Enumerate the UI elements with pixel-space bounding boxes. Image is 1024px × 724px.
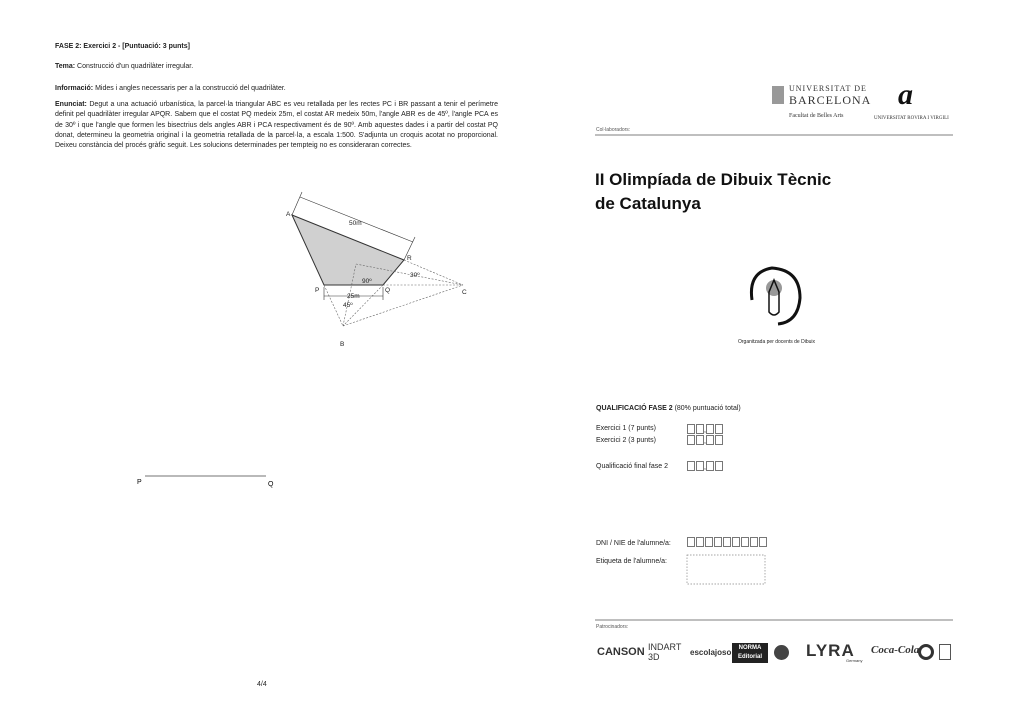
label-c: C <box>462 289 467 296</box>
segment-label-q: Q <box>268 481 274 488</box>
grading-note: (80% puntuació total) <box>672 405 741 412</box>
ex1-label: Exercici 1 (7 punts) <box>596 425 656 432</box>
sponsors-label: Patrocinadors: <box>596 624 629 630</box>
line-bc <box>343 285 463 326</box>
angle-90: 90º <box>362 278 372 285</box>
final-grade-field[interactable]: , <box>687 461 724 471</box>
title-line2: de Catalunya <box>595 194 701 213</box>
dim-ar: 50m <box>349 220 362 227</box>
ub-faculty: Facultat de Belles Arts <box>789 113 844 119</box>
final-label: Qualificació final fase 2 <box>596 463 668 470</box>
collaborators-label: Col·laboradors: <box>596 127 631 133</box>
ex1-grade-field[interactable]: , <box>687 424 724 434</box>
olympiad-logo <box>751 268 800 324</box>
ub-line1: UNIVERSITAT DE <box>789 84 867 93</box>
line-pb <box>324 285 343 326</box>
organizer-text: Organitzada per docents de Dibuix <box>738 339 815 345</box>
label-b: B <box>340 341 345 348</box>
label-r: R <box>407 255 412 262</box>
ex2-label: Exercici 2 (3 punts) <box>596 437 656 444</box>
urv-name: UNIVERSITAT ROVIRA I VIRGILI <box>874 116 949 121</box>
grading-title-text: QUALIFICACIÓ FASE 2 <box>596 405 673 412</box>
document-title <box>595 168 831 216</box>
info-text: Mides i angles necessaris per a la construcció del quadrilàter. <box>93 85 286 92</box>
title-line1: II Olimpíada de Dibuix Tècnic <box>595 170 832 189</box>
exercise-heading: FASE 2: Exercici 2 - [Puntuació: 3 punts] <box>55 43 190 50</box>
sponsor-lyra: LYRA <box>806 641 855 660</box>
ex2-grade-field[interactable]: , <box>687 435 724 445</box>
label-q: Q <box>385 287 391 294</box>
dim-pq: 25m <box>347 293 360 300</box>
sponsor-norma: NORMA Editorial <box>732 643 768 663</box>
info-label: Informació: <box>55 85 94 92</box>
sponsor-square-logo-icon <box>939 644 951 660</box>
sponsor-escolajoso: escolajoso <box>690 648 732 657</box>
dni-label: DNI / NIE de l'alumne/a: <box>596 540 671 547</box>
enunciat-text: Degut a una actuació urbanística, la parcel·la triangular ABC es veu retallada per les rectes PC i BR passant a tenir el perímetre definit pel quadrilàter irregular APQR. Sabem que el costat PQ medeix 25m, el costat AR medeix 50m, l'angle ABR es de 45º, l'angle PCA es de 30º i que l'angle que formen les bisectrius dels angles ABR i PCA respectivament és de 90º. Amb aquestes dades i a partir del costat PQ donat, determineu la geometria original i la geometria retallada de la parcel·la, a escala 1:500. S'adjunta un croquis acotat no proporcional. Deixeu constància del procés gràfic seguit. Les solucions determinades per tempteig no es consideraran correctes. <box>55 101 498 150</box>
sponsor-seal-icon <box>774 645 789 660</box>
quadrilateral-apqr <box>292 215 404 285</box>
angle-30: 30º <box>410 272 420 279</box>
angle-45: 45º <box>343 302 353 309</box>
ub-line2: BARCELONA <box>789 93 872 107</box>
page-number: 4/4 <box>257 681 267 688</box>
segment-label-p: P <box>137 479 142 486</box>
label-p: P <box>315 287 320 294</box>
student-label-text: Etiqueta de l'alumne/a: <box>596 558 667 565</box>
enunciat-label: Enunciat: <box>55 101 87 108</box>
sponsor-indart: INDART 3D <box>648 642 682 662</box>
urv-logo: a <box>898 78 913 111</box>
student-label-box <box>687 555 765 584</box>
dni-field[interactable] <box>687 537 768 547</box>
sponsor-cocacola: Coca-Cola <box>871 644 920 656</box>
tema-text: Construcció d'un quadrilàter irregular. <box>75 63 194 70</box>
ub-shield-icon <box>772 86 784 104</box>
sponsor-round-seal-icon <box>918 644 934 660</box>
tema-label: Tema: <box>55 63 76 70</box>
sponsor-canson: CANSON <box>597 646 645 658</box>
grading-title <box>596 404 741 414</box>
sponsor-lyra-germany: Germany <box>846 658 863 663</box>
label-a: A <box>286 211 291 218</box>
